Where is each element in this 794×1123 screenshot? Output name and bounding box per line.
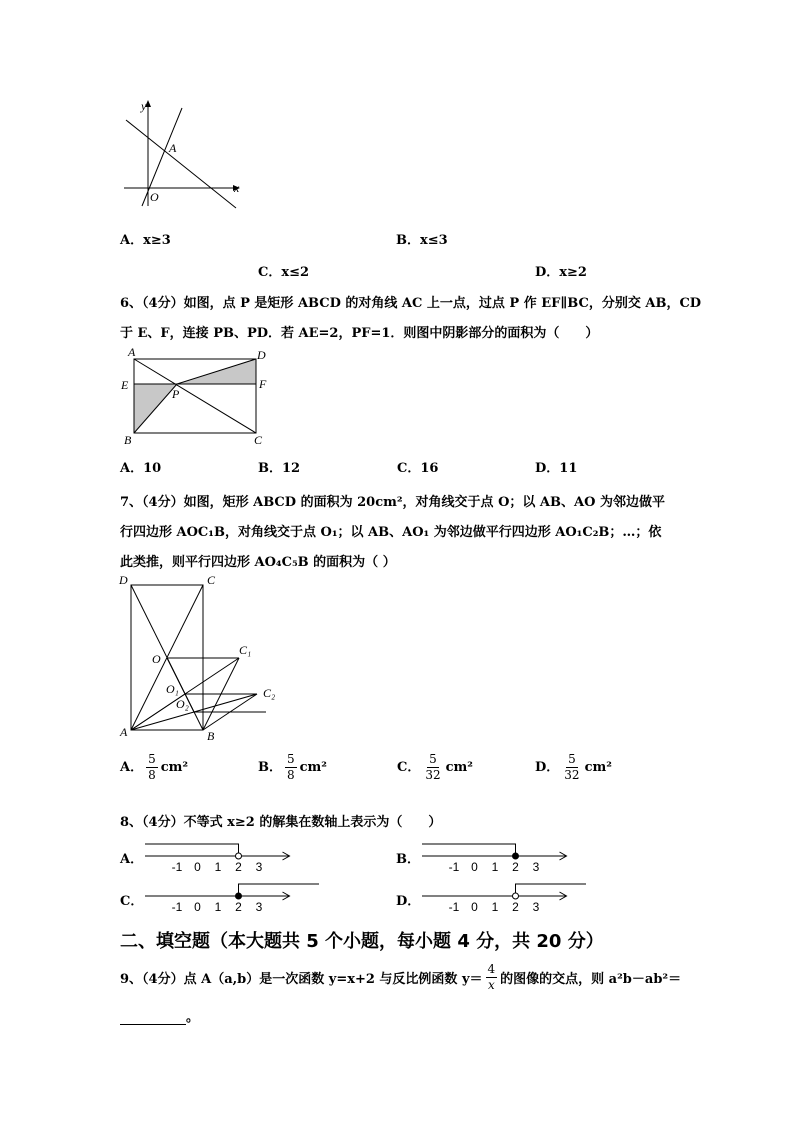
q7-label-o2: O₂: [176, 697, 189, 711]
closed-point: [236, 893, 242, 899]
tick-label: 1: [214, 900, 222, 914]
tick-label: 0: [194, 900, 201, 914]
q6-stem-line2: 于 E、F，连接 PB、PD．若 AE=2，PF=1．则图中阴影部分的面积为（ ）: [120, 326, 599, 341]
solution-ray: [239, 884, 320, 896]
q5-option-c[interactable]: C．x≤2: [258, 265, 310, 280]
q6-label-f: F: [259, 377, 267, 391]
q7-stem-line2: 行四边形 AOC₁B，对角线交于点 O₁；以 AB、AO₁ 为邻边做平行四边形 AO₁C₂B；…；依: [120, 525, 662, 540]
tick-label: 1: [491, 900, 499, 914]
tick-label: -1: [448, 900, 460, 914]
y-axis-label: y: [141, 99, 147, 113]
open-point: [236, 853, 242, 859]
q6-option-b[interactable]: B．12: [258, 461, 301, 476]
q6-option-c[interactable]: C．16: [397, 461, 439, 476]
solution-ray: [516, 884, 587, 896]
q7-label-d: D: [119, 573, 128, 587]
x-axis-label: x: [234, 181, 240, 195]
section-2-heading: 二、填空题（本大题共 5 个小题，每小题 4 分，共 20 分）: [120, 931, 604, 952]
q8-option-c-letter[interactable]: C．: [120, 894, 144, 909]
q7-option-d[interactable]: D． $\frac{5}{32}$ cm²: [535, 752, 612, 782]
q8-option-b-letter[interactable]: B．: [396, 852, 420, 867]
tick-label: 3: [532, 860, 540, 874]
q7-label-c1: C₁: [239, 643, 252, 657]
q5-option-d[interactable]: D．x≥2: [535, 265, 587, 280]
solution-ray: [145, 844, 239, 856]
q6-label-a: A: [128, 345, 136, 359]
q7-label-a: A: [120, 725, 128, 739]
q7-label-c2: C₂: [263, 686, 276, 700]
q6-label-b: B: [124, 433, 132, 447]
tick-label: 2: [235, 860, 242, 874]
q9-answer-line[interactable]: 。: [120, 1006, 199, 1025]
q7-label-o: O: [152, 652, 161, 666]
tick-label: -1: [171, 860, 183, 874]
q6-label-p: P: [172, 387, 180, 401]
q8-numberline-a[interactable]: [143, 840, 303, 876]
closed-point: [513, 853, 519, 859]
q7-option-b[interactable]: B． $\frac{5}{8}$ cm²: [258, 752, 328, 782]
q9-blank[interactable]: [120, 1010, 186, 1025]
q8-option-a-letter[interactable]: A．: [120, 852, 144, 867]
tick-label: 3: [255, 900, 263, 914]
tick-label: 0: [194, 860, 201, 874]
q7-label-c: C: [207, 573, 216, 587]
q8-numberline-c[interactable]: [143, 880, 323, 916]
origin-label: O: [150, 190, 159, 204]
tick-label: -1: [171, 900, 183, 914]
q8-option-d-letter[interactable]: D．: [396, 894, 421, 909]
q6-label-c: C: [254, 433, 263, 447]
q9-fraction: $\frac{4}{x}$: [487, 962, 496, 992]
q8-stem: 8、（4分）不等式 x≥2 的解集在数轴上表示为（ ）: [120, 815, 442, 830]
q7-stem-line3: 此类推，则平行四边形 AO₄C₅B 的面积为（ ）: [120, 555, 396, 570]
tick-label: -1: [448, 860, 460, 874]
tick-label: 2: [235, 900, 242, 914]
q6-figure: [118, 346, 278, 446]
tick-label: 2: [512, 860, 519, 874]
q6-option-a[interactable]: A．10: [120, 461, 162, 476]
tick-label: 0: [471, 860, 478, 874]
q8-numberline-d[interactable]: [420, 880, 590, 916]
tick-label: 0: [471, 900, 478, 914]
q7-label-o1: O₁: [166, 682, 179, 696]
q7-label-b: B: [207, 729, 215, 743]
q6-label-e: E: [121, 378, 129, 392]
q6-label-d: D: [257, 348, 266, 362]
solution-ray: [422, 844, 516, 856]
tick-label: 3: [255, 860, 263, 874]
q7-stem-line1: 7、（4分）如图，矩形 ABCD 的面积为 20cm²，对角线交于点 O；以 AB、AO 为邻边做平: [120, 495, 665, 510]
open-point: [513, 893, 519, 899]
q8-numberline-b[interactable]: [420, 840, 590, 876]
q5-option-a[interactable]: A．x≥3: [120, 233, 171, 248]
q6-stem-line1: 6、（4分）如图，点 P 是矩形 ABCD 的对角线 AC 上一点，过点 P 作 EF∥BC，分别交 AB，CD: [120, 296, 702, 311]
q6-option-d[interactable]: D．11: [535, 461, 578, 476]
q5-graph: [118, 100, 248, 212]
tick-label: 1: [214, 860, 222, 874]
tick-label: 3: [532, 900, 540, 914]
q9-stem: 9、（4分）点 A（a,b）是一次函数 y=x+2 与反比例函数 y＝ $\frac{4}{x}$ 的图像的交点，则 a²b－ab²＝: [120, 962, 682, 992]
q7-figure: [115, 574, 285, 744]
point-a-label: A: [169, 141, 177, 155]
q5-option-b[interactable]: B．x≤3: [396, 233, 448, 248]
q7-option-a[interactable]: A． $\frac{5}{8}$ cm²: [120, 752, 189, 782]
tick-label: 1: [491, 860, 499, 874]
q7-option-c[interactable]: C． $\frac{5}{32}$ cm²: [397, 752, 474, 782]
tick-label: 2: [512, 900, 519, 914]
